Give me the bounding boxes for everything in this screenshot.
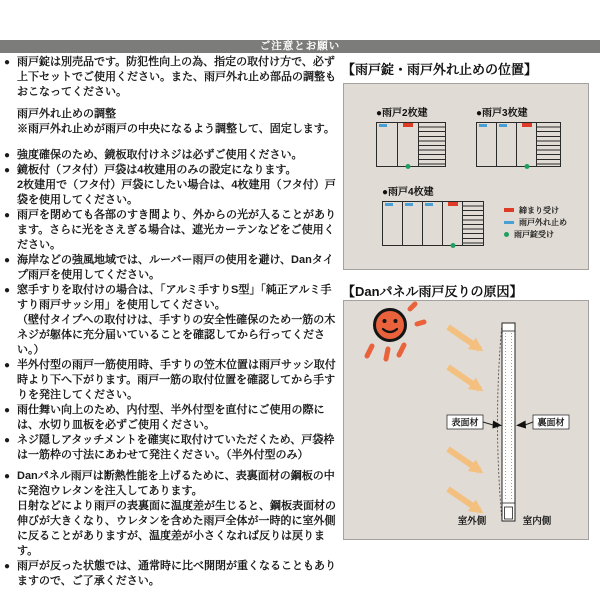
bullet-icon: ●: [4, 471, 11, 482]
legend-row: [504, 216, 567, 228]
unit-label: ●雨戸3枚建: [476, 108, 528, 119]
bullet-icon: ●: [4, 255, 11, 266]
unit-label: ●雨戸2枚建: [376, 108, 428, 119]
legend-symbol: [504, 232, 509, 237]
shutter-panel: [398, 123, 419, 166]
note-line: 雨戸を閉めても各部のすき間より、外からの光が入ることがあります。さらに光をさえぎる場合は、遮光カーテンなどをご使用ください。: [17, 209, 336, 251]
shutter-panel-cross-section: [498, 323, 516, 521]
note-line: 2枚建用で（フタ付）戸袋にしたい場合は、4枚建用（フタ付）戸袋を使用してください。: [17, 179, 336, 206]
legend-symbol: [504, 208, 514, 212]
bullet-icon: ●: [4, 57, 11, 68]
note-line: 鏡板付（フタ付）戸袋は4枚建用のみの設定になります。: [17, 164, 297, 176]
note-line: 雨仕舞い向上のため、内付型、半外付型を直付にご使用の際には、水切り皿板を必ずご使用ください。: [17, 404, 325, 431]
unit-drawing: [476, 122, 561, 167]
warp-diagram-box: [343, 300, 589, 540]
shutter-unit: [376, 104, 446, 167]
note-item: [5, 107, 339, 137]
shutter-panel: [497, 123, 517, 166]
note-item: [5, 55, 339, 100]
note-line: 窓手すりを取付けの場合は、「アルミ手すりS型」「純正アルミ手すり雨戸サッシ用」を使用してください。: [17, 284, 332, 311]
shutter-panel: [423, 202, 443, 245]
bullet-icon: ●: [4, 165, 11, 176]
shutter-panel: [383, 202, 403, 245]
shutter-pocket: [419, 123, 445, 166]
sun-icon: [367, 304, 424, 359]
stopper-mark: [379, 124, 387, 127]
note-item: [5, 148, 339, 163]
note-line: ※雨戸外れ止めが雨戸の中央になるよう調整して、固定します。: [17, 123, 335, 135]
note-line: 半外付型の雨戸一筋使用時、手すりの笠木位置は雨戸サッシ取付時より下へ下がります。雨戸一筋の取付位置を確認してから手すりを発注してください。: [17, 359, 336, 401]
front-material-label: [447, 415, 502, 429]
note-item: [5, 253, 339, 283]
svg-text:裏面材: 裏面材: [537, 417, 565, 428]
shutter-panel: [443, 202, 463, 245]
note-item: [5, 358, 339, 403]
stopper-mark: [479, 124, 487, 127]
bullet-icon: ●: [4, 285, 11, 296]
shutter-panel: [517, 123, 537, 166]
note-line: 雨戸外れ止めの調整: [17, 108, 116, 120]
notice-bar-title: ご注意とお願い: [259, 40, 341, 52]
latch-keeper-mark: [403, 123, 413, 127]
note-line: 雨戸錠は別売品です。防犯性向上の為、指定の取付け方で、必ず上下セットでご使用ください。また、雨戸外れ止め部品の調整もおこなってください。: [17, 56, 336, 98]
legend-label: 雨戸錠受け: [514, 229, 554, 239]
legend-symbol: [504, 221, 514, 224]
note-line: Danパネル雨戸は断熱性能を上げるために、表裏面材の鋼板の中に発泡ウレタンを注入してあります。: [17, 470, 335, 497]
outdoor-side-label: 室外側: [457, 516, 487, 527]
bullet-icon: ●: [4, 210, 11, 221]
stopper-mark: [385, 203, 393, 206]
shutter-panel: [477, 123, 497, 166]
bullet-icon: ●: [4, 150, 11, 161]
stopper-mark: [499, 124, 507, 127]
note-line: 日射などにより雨戸の表裏面に温度差が生じると、鋼板表面材の伸びが大きくなり、ウレタンを含めた雨戸全体が一時的に室外側に反ることがありますが、温度差が小さくなれば反りは戻ります。: [17, 500, 336, 557]
note-line: （壁付タイプへの取付けは、手すりの安全性確保のため一筋の木ネジが躯体に充分届いていることを確認してから行ってください。）: [17, 314, 336, 356]
legend-row: [504, 204, 567, 216]
note-item: [5, 469, 339, 559]
notice-bar: [0, 40, 600, 53]
warp-diagram: [344, 301, 588, 539]
note-line: 雨戸が反った状態では、通常時に比べ開閉が重くなることもありますので、ご了承ください。: [17, 560, 336, 587]
lock-keeper-mark: [450, 243, 455, 248]
svg-text:表面材: 表面材: [451, 417, 479, 428]
stopper-mark: [405, 203, 413, 206]
note-line: ネジ隠しアタッチメントを確実に取付けていただくため、戸袋枠は一筋枠の寸法にあわせて発注ください。（半外付型のみ）: [17, 434, 335, 461]
indoor-side-label: 室内側: [522, 516, 552, 527]
unit-drawing: [382, 201, 484, 246]
note-item: [5, 559, 339, 589]
warp-diagram-heading: 【Danパネル雨戸反りの原因】: [342, 284, 523, 299]
position-diagram-box: [343, 83, 589, 270]
warp-curve: [498, 324, 503, 520]
note-item: [5, 283, 339, 358]
shutter-panel: [377, 123, 398, 166]
lock-keeper-mark: [406, 164, 411, 169]
shutter-pocket: [463, 202, 483, 245]
note-line: 海岸などの強風地域では、ルーバー雨戸の使用を避け、Danタイプ雨戸を使用してください。: [17, 254, 334, 281]
legend-label: 雨戸外れ止め: [519, 217, 567, 227]
bullet-icon: ●: [4, 360, 11, 371]
shutter-panel: [403, 202, 423, 245]
shutter-unit: [476, 104, 561, 167]
bullet-icon: ●: [4, 561, 11, 572]
legend: [504, 204, 567, 240]
bullet-icon: ●: [4, 435, 11, 446]
back-material-label: [516, 415, 569, 429]
note-item: [5, 208, 339, 253]
shutter-pocket: [537, 123, 560, 166]
note-item: [5, 403, 339, 433]
notes-column: [5, 55, 339, 589]
legend-row: [504, 228, 567, 240]
unit-label: ●雨戸4枚建: [382, 187, 434, 198]
stopper-mark: [425, 203, 433, 206]
note-line: 強度確保のため、鏡板取付けネジは必ずご使用ください。: [17, 149, 303, 161]
bullet-icon: ●: [4, 405, 11, 416]
latch-keeper-mark: [522, 123, 532, 127]
lock-keeper-mark: [524, 164, 529, 169]
shutter-unit: [382, 183, 484, 246]
position-diagram-heading: 【雨戸錠・雨戸外れ止めの位置】: [342, 62, 538, 77]
note-item: [5, 163, 339, 208]
note-item: [5, 433, 339, 463]
legend-label: 締まり受け: [519, 205, 559, 215]
unit-drawing: [376, 122, 446, 167]
latch-keeper-mark: [448, 202, 458, 206]
